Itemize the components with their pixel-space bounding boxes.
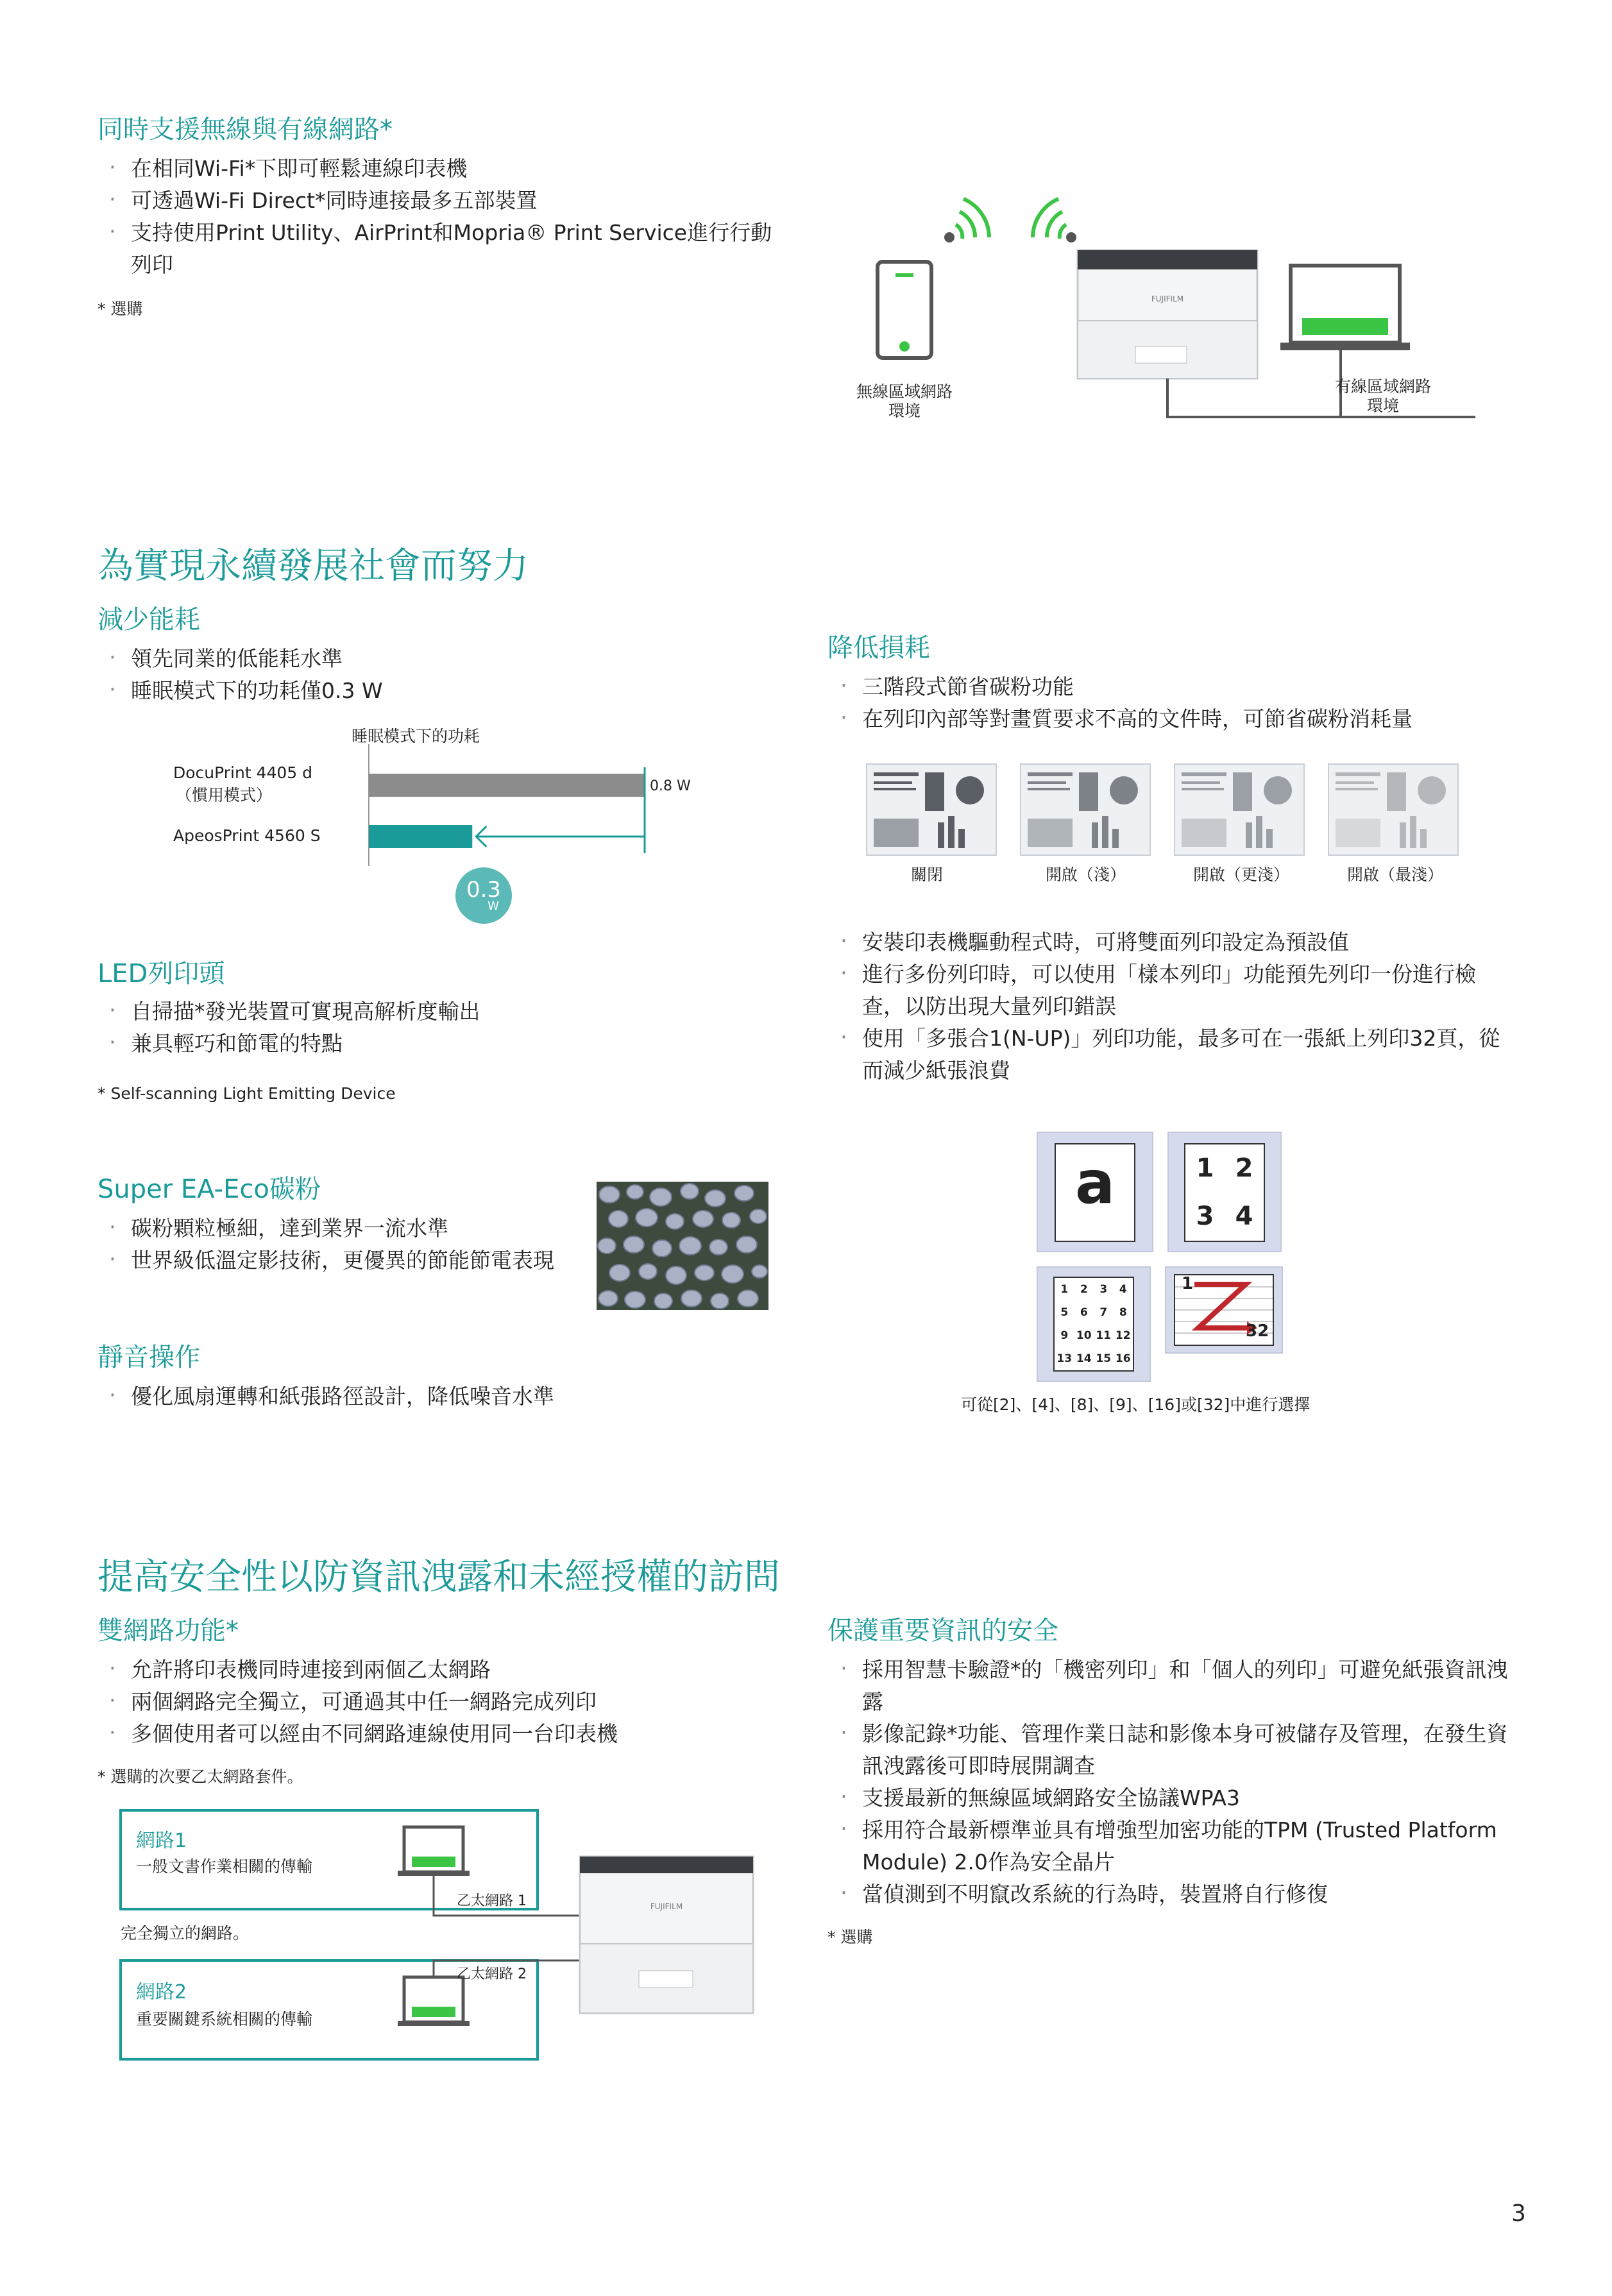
document-thumbnail — [1328, 763, 1459, 856]
nup-page-1up — [1037, 1132, 1153, 1252]
energy-bullets — [100, 643, 742, 707]
nup-number: 32 — [1246, 1322, 1269, 1341]
toner-thumbnails — [866, 763, 1482, 884]
wired-lan-label: 有線區域網路環境 — [1334, 377, 1431, 415]
list-item: · 允許將印表機同時連接到兩個乙太網路 — [100, 1654, 742, 1686]
chart-category-label: DocuPrint 4405 d — [173, 763, 313, 782]
list-item: · 在相同Wi-Fi*下即可輕鬆連線印表機 — [100, 153, 780, 185]
nup-number: 10 — [1076, 1329, 1092, 1342]
nup-number: 3 — [1099, 1283, 1108, 1296]
list-item: · 採用符合最新標準並具有增強型加密功能的TPM (Trusted Platform Module) 2.0作為安全晶片 — [831, 1814, 1511, 1878]
list-item: · 自掃描*發光裝置可實現高解析度輸出 — [100, 996, 742, 1028]
smartphone-icon — [878, 262, 931, 358]
network-2-desc: 重要關鍵系統相關的傳輸 — [136, 2010, 313, 2028]
wireless-heading: 同時支援無線與有線網路* — [98, 115, 393, 144]
nup-number: 2 — [1235, 1153, 1253, 1183]
list-item: · 三階段式節省碳粉功能 — [831, 671, 1511, 703]
nup-number: 7 — [1099, 1306, 1108, 1319]
wireless-note: * 選購 — [98, 300, 143, 318]
quiet-heading: 靜音操作 — [98, 1343, 200, 1372]
dual-network-note: * 選購的次要乙太網路套件。 — [98, 1767, 303, 1786]
nup-caption: 可從[2]、[4]、[8]、[9]、[16]或[32]中進行選擇 — [961, 1395, 1311, 1414]
thumbnail-label: 開啟（更淺） — [1193, 865, 1290, 884]
laptop-icon — [398, 1977, 470, 2026]
dual-network-diagram — [118, 1809, 759, 2066]
toner-particle-image — [597, 1182, 768, 1310]
document-thumbnail — [866, 763, 997, 856]
thumbnail-label: 關閉 — [911, 865, 944, 884]
page-number: 3 — [1511, 2200, 1526, 2227]
nup-number: 15 — [1096, 1352, 1112, 1365]
led-note: * Self-scanning Light Emitting Device — [98, 1084, 396, 1103]
list-item: · 支援最新的無線區域網路安全協議WPA3 — [831, 1782, 1511, 1814]
nup-number: 13 — [1056, 1352, 1073, 1365]
wifi-signal-icon — [1033, 199, 1076, 242]
chart-title: 睡眠模式下的功耗 — [352, 727, 480, 745]
nup-page-32up — [1165, 1266, 1283, 1354]
nup-letter: a — [1074, 1148, 1116, 1217]
dual-network-lines — [118, 1809, 759, 2066]
list-item: · 安裝印表機驅動程式時，可將雙面列印設定為預設值 — [831, 926, 1511, 958]
thumbnail-label: 開啟（最淺） — [1347, 865, 1444, 884]
document-preview-icon — [867, 765, 996, 855]
energy-heading: 減少能耗 — [98, 605, 200, 634]
toner-save-bullets — [831, 671, 1511, 735]
ethernet-2-label: 乙太網路 2 — [457, 1966, 527, 1982]
document-preview-icon — [1175, 765, 1303, 855]
nup-number: 16 — [1115, 1352, 1131, 1365]
quiet-bullets — [100, 1381, 742, 1413]
wifi-signal-icon — [944, 199, 989, 242]
list-item: · 兼具輕巧和節電的特點 — [100, 1028, 742, 1060]
list-item: · 世界級低溫定影技術，更優異的節能節電表現 — [100, 1245, 677, 1277]
dual-network-heading: 雙網路功能* — [98, 1616, 239, 1645]
toner-save-heading: 降低損耗 — [827, 633, 930, 663]
ethernet-1-label: 乙太網路 1 — [457, 1893, 527, 1909]
list-item: · 進行多份列印時，可以使用「樣本列印」功能預先列印一份進行檢查，以防出現大量列印錯誤 — [831, 958, 1511, 1023]
independent-note: 完全獨立的網路。 — [121, 1924, 250, 1943]
svg-text:FUJIFILM: FUJIFILM — [650, 1902, 683, 1911]
printer-icon — [580, 1857, 753, 2013]
wireless-lan-label: 無線區域網路環境 — [856, 382, 953, 420]
nup-number: 12 — [1115, 1329, 1131, 1342]
network-1-desc: 一般文書作業相關的傳輸 — [136, 1857, 313, 1876]
nup-number: 14 — [1076, 1352, 1092, 1365]
security-heading: 提高安全性以防資訊洩露和未經授權的訪問 — [98, 1556, 780, 1598]
led-bullets — [100, 996, 742, 1060]
nup-number: 4 — [1119, 1283, 1127, 1296]
protect-heading: 保護重要資訊的安全 — [827, 1616, 1058, 1645]
list-item: · 影像記錄*功能、管理作業日誌和影像本身可被儲存及管理，在發生資訊洩露後可即時展開調查 — [831, 1718, 1511, 1782]
dual-network-bullets — [100, 1654, 742, 1750]
protect-bullets — [831, 1654, 1511, 1910]
list-item: · 睡眠模式下的功耗僅0.3 W — [100, 675, 742, 707]
eco-toner-bullets — [100, 1212, 677, 1277]
list-item: · 兩個網路完全獨立，可通過其中任一網路完成列印 — [100, 1686, 742, 1718]
led-heading: LED列印頭 — [98, 959, 225, 989]
eco-toner-heading: Super EA-Eco碳粉 — [98, 1175, 321, 1204]
nup-number: 2 — [1080, 1283, 1088, 1296]
nup-page-16up — [1037, 1266, 1151, 1382]
network-1-title: 網路1 — [136, 1830, 187, 1852]
list-item: · 使用「多張合1(N-UP)」列印功能，最多可在一張紙上列印32頁，從而減少紙張浪費 — [831, 1023, 1511, 1087]
document-preview-icon — [1329, 765, 1457, 855]
document-thumbnail — [1174, 763, 1305, 856]
printer-icon — [1078, 250, 1257, 378]
laptop-icon — [1280, 266, 1410, 350]
list-item: · 採用智慧卡驗證*的「機密列印」和「個人的列印」可避免紙張資訊洩露 — [831, 1654, 1511, 1718]
chart-data-label: 0.8 W — [650, 778, 691, 794]
nup-page-4up — [1167, 1132, 1282, 1252]
document-thumbnail — [1020, 763, 1151, 856]
chart-callout-badge — [455, 867, 512, 924]
nup-number: 1 — [1196, 1153, 1214, 1183]
list-item: · 領先同業的低能耗水準 — [100, 643, 742, 675]
nup-number: 11 — [1096, 1329, 1112, 1342]
document-preview-icon — [1021, 765, 1150, 855]
nup-number: 5 — [1060, 1306, 1069, 1319]
wireless-bullets — [100, 153, 780, 281]
nup-number: 9 — [1060, 1329, 1069, 1342]
chart-bar — [369, 774, 645, 797]
nup-number: 1 — [1060, 1283, 1069, 1296]
nup-number: 3 — [1196, 1202, 1214, 1231]
list-item: · 優化風扇運轉和紙張路徑設計，降低噪音水準 — [100, 1381, 742, 1413]
nup-number: 4 — [1235, 1202, 1253, 1231]
toner-particles-icon — [597, 1182, 768, 1310]
chart-category-label: ApeosPrint 4560 S — [173, 826, 321, 845]
callout-unit: W — [488, 899, 499, 913]
power-chart — [167, 719, 744, 930]
list-item: · 在列印內部等對畫質要求不高的文件時，可節省碳粉消耗量 — [831, 703, 1511, 735]
laptop-icon — [398, 1827, 470, 1876]
list-item: · 當偵測到不明竄改系統的行為時，裝置將自行修復 — [831, 1878, 1511, 1910]
list-item: · 可透過Wi-Fi Direct*同時連接最多五部裝置 — [100, 185, 780, 217]
protect-note: * 選購 — [827, 1928, 873, 1946]
nup-number: 8 — [1119, 1306, 1127, 1319]
svg-text:FUJIFILM: FUJIFILM — [1151, 294, 1184, 303]
nup-illustration — [1033, 1129, 1302, 1386]
paper-save-bullets — [831, 926, 1511, 1087]
nup-number: 1 — [1182, 1274, 1194, 1293]
nup-number: 6 — [1080, 1306, 1088, 1319]
chart-category-sublabel: （慣用模式） — [176, 786, 273, 804]
callout-value: 0.3 — [466, 877, 502, 903]
list-item: · 碳粉顆粒極細，達到業界一流水準 — [100, 1212, 677, 1245]
list-item: · 支持使用Print Utility、AirPrint和Mopria® Print Service進行行動列印 — [100, 217, 780, 281]
list-item: · 多個使用者可以經由不同網路連線使用同一台印表機 — [100, 1718, 742, 1750]
network-2-title: 網路2 — [136, 1981, 187, 2003]
thumbnail-label: 開啟（淺） — [1046, 865, 1126, 884]
chart-bar — [369, 825, 472, 848]
sustain-heading: 為實現永續發展社會而努力 — [98, 545, 529, 587]
